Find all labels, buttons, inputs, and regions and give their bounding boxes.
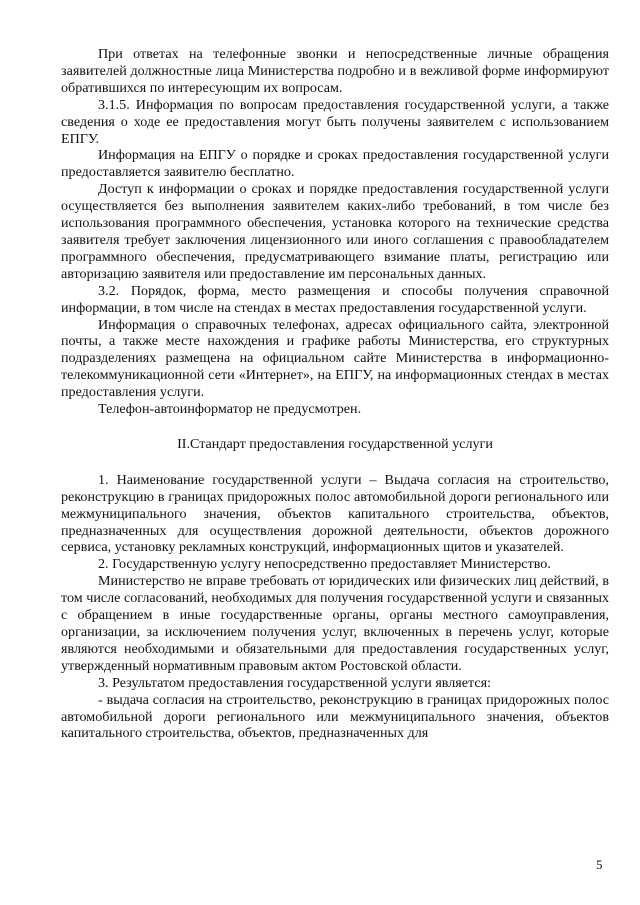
paragraph: При ответах на телефонные звонки и непосредственные личные обращения заявителей должностные лица Министерства подробно и в вежливой форме информируют обратившихся по интересующим их вопросам. [61, 46, 609, 96]
paragraph: Доступ к информации о сроках и порядке предоставления государственной услуги осуществляется без выполнения заявителем каких-либо требований, в том числе без использования программного обеспечения, установка которого на технические средства заявителя требует заключения лицензионного или иного соглашения с правообладателем программного обеспечения, предусматривающего взимание платы, регистрацию или авторизацию заявителя или предоставление им персональных данных. [61, 181, 609, 282]
page-number: 5 [596, 857, 603, 872]
paragraph: 3.2. Порядок, форма, место размещения и способы получения справочной информации, в том числе на стендах в местах предоставления государственной услуги. [61, 282, 609, 316]
paragraph: Информация о справочных телефонах, адресах официального сайта, электронной почты, а также месте нахождения и графике работы Министерства, его структурных подразделениях размещена на официальном сайте Министерства в информационно-телекоммуникационной сети «Интернет», на ЕПГУ, на информационных стендах в местах предоставления услуги. [61, 316, 609, 401]
paragraph: 3. Результатом предоставления государственной услуги является: [98, 674, 492, 691]
paragraph: Информация на ЕПГУ о порядке и сроках предоставления государственной услуги предоставляется заявителю бесплатно. [61, 147, 609, 181]
document-page [61, 46, 609, 742]
paragraph: 3.1.5. Информация по вопросам предоставления государственной услуги, а также сведения о ходе ее предоставления могут быть получены заявителем с использованием ЕПГУ. [61, 96, 609, 147]
paragraph: 2. Государственную услугу непосредственно предоставляет Министерство. [98, 556, 551, 573]
paragraph: - выдача согласия на строительство, реконструкцию в границах придорожных полос автомобильной дороги регионального или межмуниципального значения, объектов капитального строительства, объектов, предназначенных для [61, 691, 609, 742]
paragraph: Министерство не вправе требовать от юридических или физических лиц действий, в том числе согласований, необходимых для получения государственной услуги и связанных с обращением в иные государственные органы, органы местного самоуправления, организации, за исключением получения услуг, включенных в перечень услуг, которые являются необходимыми и обязательными для предоставления государственных услуг, утвержденный нормативным правовым актом Ростовской области. [61, 573, 609, 674]
paragraph: 1. Наименование государственной услуги – Выдача согласия на строительство, реконструкцию в границах придорожных полос автомобильной дороги регионального или межмуниципального значения, объектов капитального строительства, объектов, предназначенных для осуществления дорожной деятельности, объектов дорожного сервиса, установку рекламных конструкций, информационных щитов и указателей. [61, 471, 609, 556]
section-heading: II.Стандарт предоставления государственной услуги [177, 435, 493, 452]
paragraph: Телефон-автоинформатор не предусмотрен. [98, 401, 362, 418]
